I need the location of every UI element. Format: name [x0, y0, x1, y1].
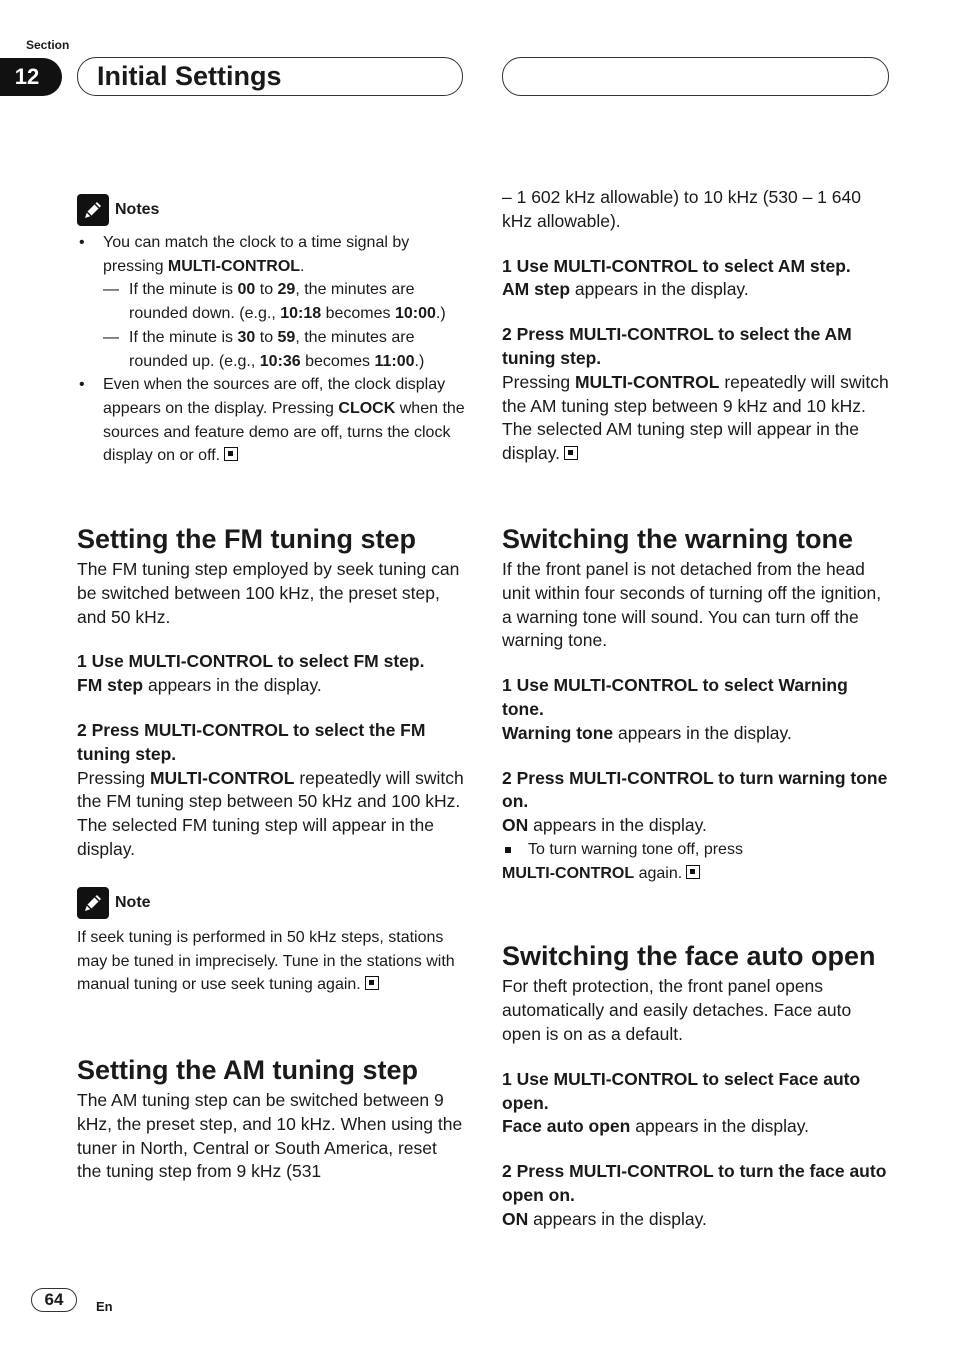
warning-step-2: 2 Press MULTI-CONTROL to turn warning tone on.	[502, 767, 888, 812]
fm-step-1-result: FM step appears in the display.	[77, 675, 322, 696]
notes-heading-label: Notes	[115, 201, 160, 219]
page-number: 64	[31, 1288, 77, 1312]
am-heading: Setting the AM tuning step	[77, 1054, 418, 1085]
fm-intro: The FM tuning step employed by seek tuning can be switched between 100 kHz, the preset step, and 50 kHz.	[77, 559, 460, 627]
am-step-1: 1 Use MULTI-CONTROL to select AM step.	[502, 255, 851, 276]
warning-step-1-result: Warning tone appears in the display.	[502, 722, 792, 743]
end-mark-icon	[564, 446, 578, 460]
note-heading-label: Note	[115, 893, 151, 911]
left-column	[77, 193, 465, 1184]
notes-heading	[77, 193, 465, 227]
pencil-icon	[77, 194, 109, 226]
warning-heading: Switching the warning tone	[502, 523, 853, 554]
note-text: If seek tuning is performed in 50 kHz steps, stations may be tuned in imprecisely. Tune in the stations with manual tuning or use seek tuning again.	[77, 928, 455, 994]
notes-list	[77, 231, 465, 468]
face-step-1-result: Face auto open appears in the display.	[502, 1116, 810, 1137]
warning-step-2-result: ON appears in the display.	[502, 815, 707, 836]
warning-intro: If the front panel is not detached from the head unit within four seconds of turning off the ignition, a warning tone will sound. You can turn off the warning tone.	[502, 558, 882, 651]
face-step-1: 1 Use MULTI-CONTROL to select Face auto open.	[502, 1068, 861, 1113]
language-code: En	[96, 1299, 113, 1314]
end-mark-icon	[686, 865, 700, 879]
blank-header-frame	[502, 57, 889, 96]
fm-heading: Setting the FM tuning step	[77, 524, 416, 555]
list-item: — If the minute is 00 to 29, the minutes are rounded down. (e.g., 10:18 becomes 10:00.)	[103, 281, 446, 323]
section-label: Section	[26, 38, 70, 52]
face-heading: Switching the face auto open	[502, 941, 876, 972]
face-intro: For theft protection, the front panel opens automatically and easily detaches. Face auto open is on as a default.	[502, 976, 852, 1045]
face-step-2: 2 Press MULTI-CONTROL to turn the face auto open on.	[502, 1161, 887, 1206]
end-mark-icon	[224, 447, 238, 461]
am-step-2-detail: Pressing MULTI-CONTROL repeatedly will switch the AM tuning step between 9 kHz and 10 kHz. The selected AM tuning step will appear in the display.	[502, 371, 889, 464]
am-intro-continued: – 1 602 kHz allowable) to 10 kHz (530 – 1 640 kHz allowable).	[502, 187, 861, 231]
section-number-badge: 12	[0, 58, 62, 96]
list-item: • You can match the clock to a time signal by pressing MULTI-CONTROL.	[77, 231, 465, 278]
am-step-1-result: AM step appears in the display.	[502, 279, 749, 300]
pencil-icon	[77, 887, 109, 919]
warning-tip: To turn warning tone off, press	[502, 838, 890, 862]
right-column	[502, 186, 890, 1232]
face-step-2-result: ON appears in the display.	[502, 1208, 707, 1229]
end-mark-icon	[365, 976, 379, 990]
am-intro: The AM tuning step can be switched between 9 kHz, the preset step, and 10 kHz. When using the tuner in North, Central or South America, reset the tuning step from 9 kHz (531	[77, 1089, 463, 1182]
note-heading	[77, 886, 465, 920]
list-item: • Even when the sources are off, the clock display appears on the display. Pressing CLOCK when the sources and feature demo are off, turns the clock display on or off.	[77, 373, 465, 468]
page-title: Initial Settings	[97, 61, 282, 91]
warning-step-1: 1 Use MULTI-CONTROL to select Warning tone.	[502, 675, 848, 719]
fm-step-2: 2 Press MULTI-CONTROL to select the FM tuning step.	[77, 720, 426, 764]
am-step-2: 2 Press MULTI-CONTROL to select the AM tuning step.	[502, 324, 852, 368]
list-item: — If the minute is 30 to 59, the minutes are rounded up. (e.g., 10:36 becomes 11:00.)	[103, 328, 425, 370]
fm-step-1: 1 Use MULTI-CONTROL to select FM step.	[77, 651, 425, 672]
fm-step-2-detail: Pressing MULTI-CONTROL repeatedly will switch the FM tuning step between 50 kHz and 100 kHz. The selected FM tuning step will appear in the display.	[77, 767, 464, 859]
warning-tip-cont: MULTI-CONTROL again.	[502, 862, 890, 886]
